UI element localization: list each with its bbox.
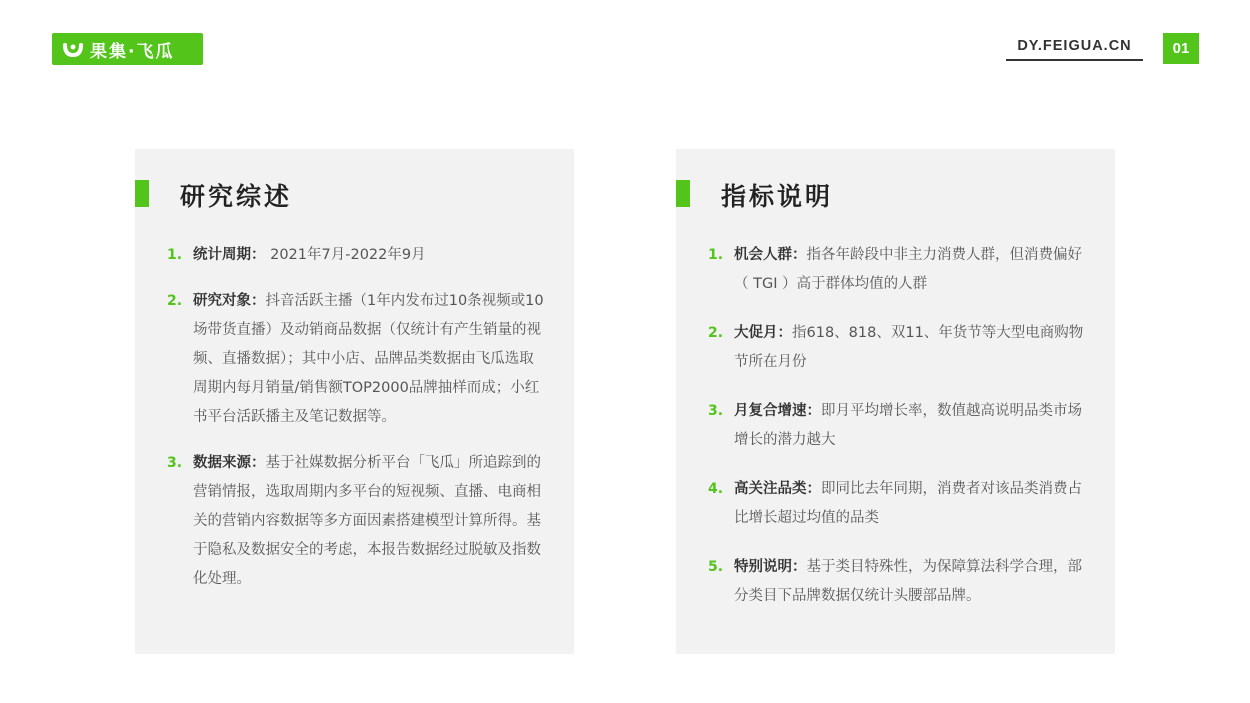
item-term: 统计周期： xyxy=(193,247,266,263)
panel-title: 研究综述 xyxy=(180,182,293,211)
brand-mark-icon xyxy=(62,40,84,58)
list-item xyxy=(706,241,1088,299)
overview-list xyxy=(165,241,547,594)
list-item xyxy=(165,449,547,594)
metric-definitions-panel xyxy=(676,149,1115,654)
item-term: 大促月： xyxy=(734,325,792,341)
item-text: 指各年龄段中非主力消费人群，但消费偏好（ TGI ）高于群体均值的人群 xyxy=(734,247,1082,292)
item-text: 即同比去年同期，消费者对该品类消费占比增长超过均值的品类 xyxy=(734,481,1082,526)
item-term: 月复合增速： xyxy=(734,403,821,419)
page-number: 01 xyxy=(1163,33,1199,64)
item-number: 4. xyxy=(708,481,724,497)
brand-logo xyxy=(52,33,203,65)
list-item xyxy=(706,319,1088,377)
item-number: 5. xyxy=(708,559,724,575)
item-term: 高关注品类： xyxy=(734,481,821,497)
item-number: 1. xyxy=(167,247,183,263)
item-number: 2. xyxy=(708,325,724,341)
list-item xyxy=(706,397,1088,455)
definitions-list xyxy=(706,241,1088,631)
panel-title: 指标说明 xyxy=(721,182,834,211)
title-accent-bar xyxy=(676,180,690,207)
item-text: 2021年7月-2022年9月 xyxy=(265,247,426,263)
title-accent-bar xyxy=(135,180,149,207)
item-number: 2. xyxy=(167,293,183,309)
brand-name: 果集·飞瓜 xyxy=(90,41,175,62)
list-item xyxy=(706,475,1088,533)
item-term: 特别说明： xyxy=(734,559,807,575)
item-text: 基于社媒数据分析平台「飞瓜」所追踪到的营销情报，选取周期内多平台的短视频、直播、电商相关的营销内容数据等多方面因素搭建模型计算所得。基于隐私及数据安全的考虑，本报告数据经过脱敏及指数化处理。 xyxy=(193,455,541,587)
item-number: 3. xyxy=(167,455,183,471)
item-term: 数据来源： xyxy=(193,455,266,471)
site-url[interactable]: DY.FEIGUA.CN xyxy=(1006,38,1143,61)
item-text: 即月平均增长率，数值越高说明品类市场增长的潜力越大 xyxy=(734,403,1082,448)
item-term: 研究对象： xyxy=(193,293,266,309)
list-item xyxy=(706,553,1088,611)
item-text: 抖音活跃主播（1年内发布过10条视频或10场带货直播）及动销商品数据（仅统计有产生销量的视频、直播数据）；其中小店、品牌品类数据由飞瓜选取周期内每月销量/销售额TOP2000品牌抽样而成；小红书平台活跃播主及笔记数据等。 xyxy=(193,293,544,425)
list-item xyxy=(165,241,547,270)
item-number: 1. xyxy=(708,247,724,263)
item-number: 3. xyxy=(708,403,724,419)
item-text: 基于类目特殊性，为保障算法科学合理，部分类目下品牌数据仅统计头腰部品牌。 xyxy=(734,559,1082,604)
item-text: 指618、818、双11、年货节等大型电商购物节所在月份 xyxy=(734,325,1084,370)
research-overview-panel xyxy=(135,149,574,654)
item-term: 机会人群： xyxy=(734,247,807,263)
list-item xyxy=(165,287,547,432)
